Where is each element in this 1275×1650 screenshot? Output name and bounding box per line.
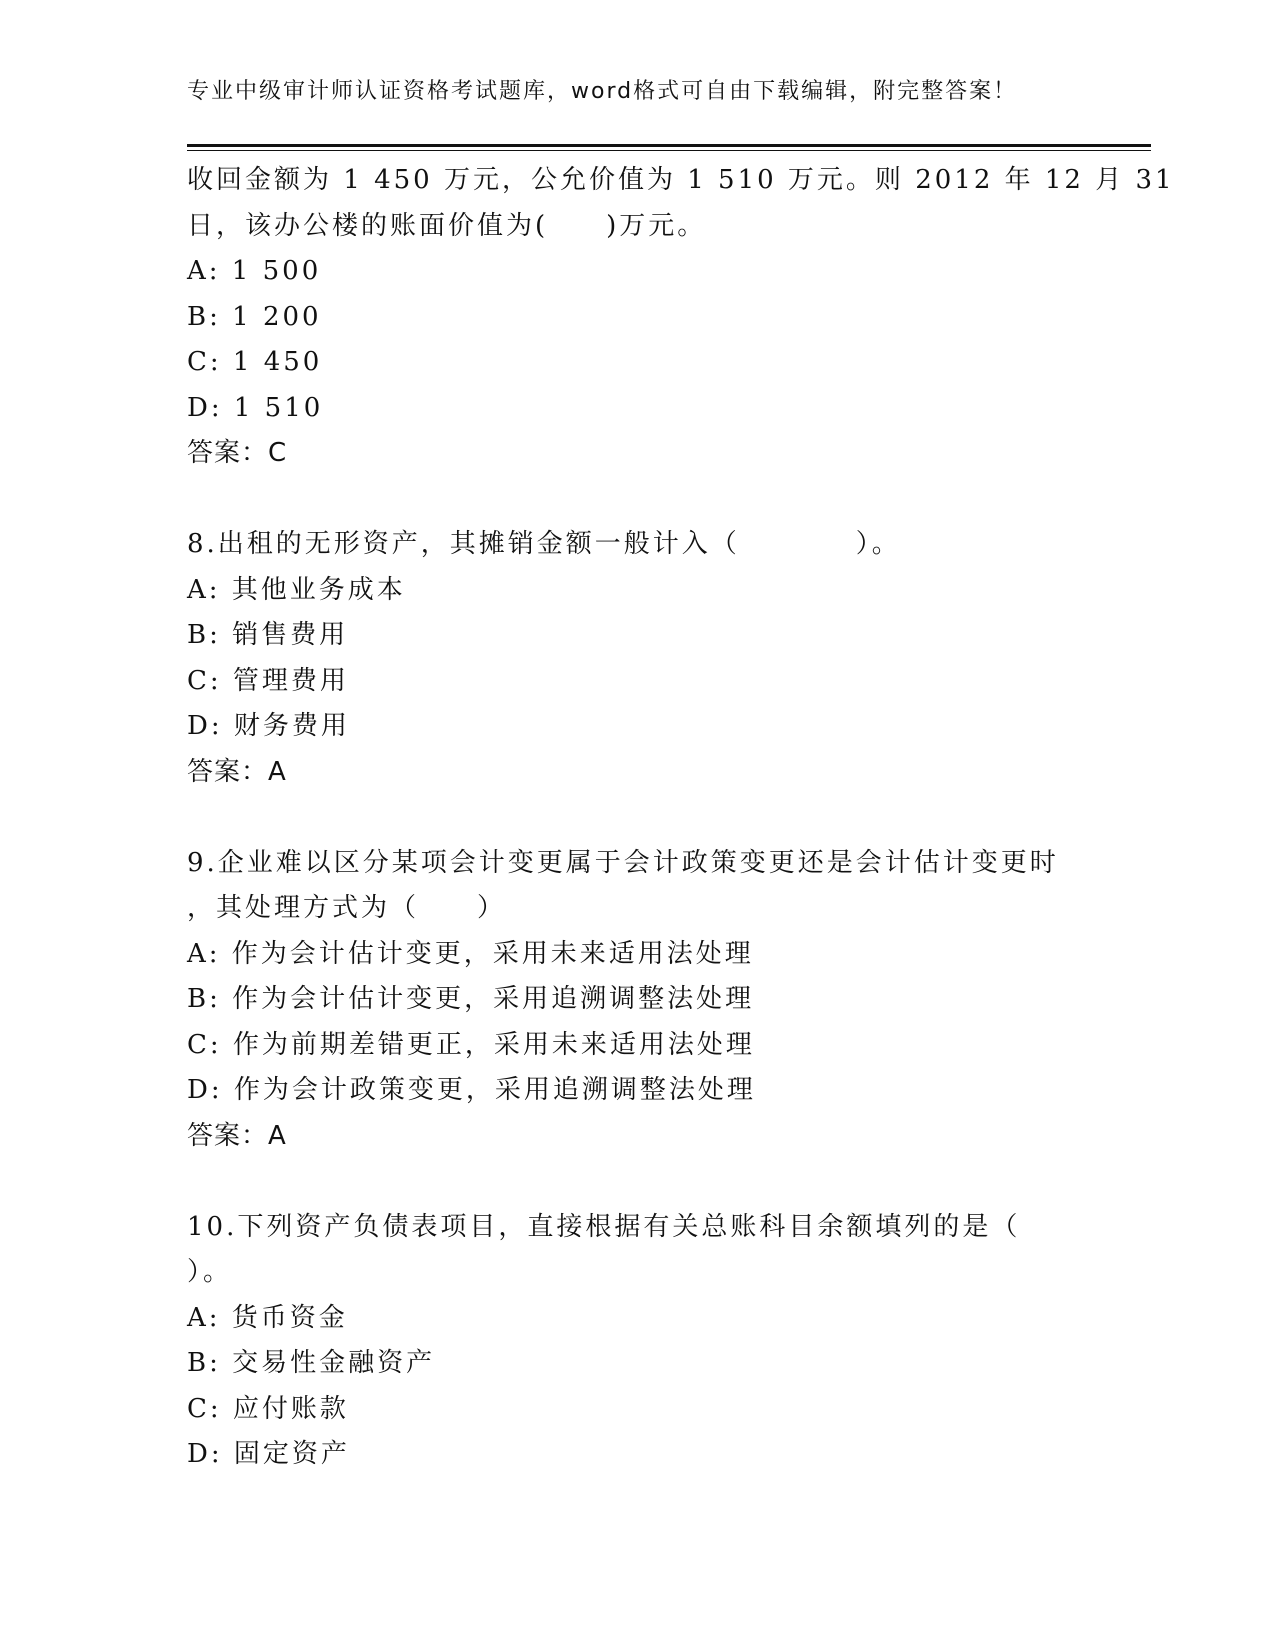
option-c: C: 1 450	[187, 347, 323, 377]
question-stem-line: 8.出租的无形资产，其摊销金额一般计入（ ）。	[187, 529, 901, 559]
answer: 答案：C	[187, 438, 288, 468]
question-stem-line: ，其处理方式为（ ）	[187, 893, 507, 923]
question-block	[187, 158, 1175, 477]
spacer	[187, 477, 1087, 523]
option-c: C: 应付账款	[187, 1393, 349, 1424]
question-block	[187, 841, 1087, 1160]
option-b: B: 1 200	[187, 301, 322, 332]
option-b: B: 销售费用	[187, 620, 349, 650]
question-block	[187, 522, 1087, 795]
page-header: 专业中级审计师认证资格考试题库，word格式可自由下载编辑，附完整答案！	[187, 79, 1018, 104]
question-stem-line: 9.企业难以区分某项会计变更属于会计政策变更还是会计估计变更时	[187, 847, 1059, 878]
option-a: A: 1 500	[187, 256, 322, 286]
question-stem-line: ）。	[187, 1257, 233, 1287]
spacer	[187, 795, 1087, 841]
answer: 答案：A	[187, 756, 287, 787]
option-c: C: 作为前期差错更正，采用未来适用法处理	[187, 1029, 755, 1060]
option-a: A: 货币资金	[187, 1302, 348, 1333]
option-b: B: 作为会计估计变更，采用追溯调整法处理	[187, 984, 755, 1014]
question-stem-line: 日，该办公楼的账面价值为( )万元。	[187, 210, 707, 241]
spacer	[187, 1159, 1087, 1205]
header-rule-thin	[187, 150, 1151, 151]
option-a: A: 作为会计估计变更，采用未来适用法处理	[187, 938, 754, 969]
option-c: C: 管理费用	[187, 665, 349, 696]
option-a: A: 其他业务成本	[187, 574, 406, 605]
answer: 答案：A	[187, 1120, 287, 1151]
question-stem-line: 收回金额为 1 450 万元，公允价值为 1 510 万元。则 2012 年 12 月 31	[187, 165, 1175, 195]
question-stem-line: 10.下列资产负债表项目，直接根据有关总账科目余额填列的是（	[187, 1211, 1021, 1242]
question-block	[187, 1205, 1087, 1478]
option-d: D: 固定资产	[187, 1439, 350, 1469]
option-d: D: 财务费用	[187, 711, 350, 741]
option-d: D: 作为会计政策变更，采用追溯调整法处理	[187, 1075, 756, 1105]
question-list	[187, 158, 1175, 1478]
option-b: B: 交易性金融资产	[187, 1348, 436, 1378]
option-d: D: 1 510	[187, 392, 324, 423]
header-rule-thick	[187, 144, 1151, 147]
